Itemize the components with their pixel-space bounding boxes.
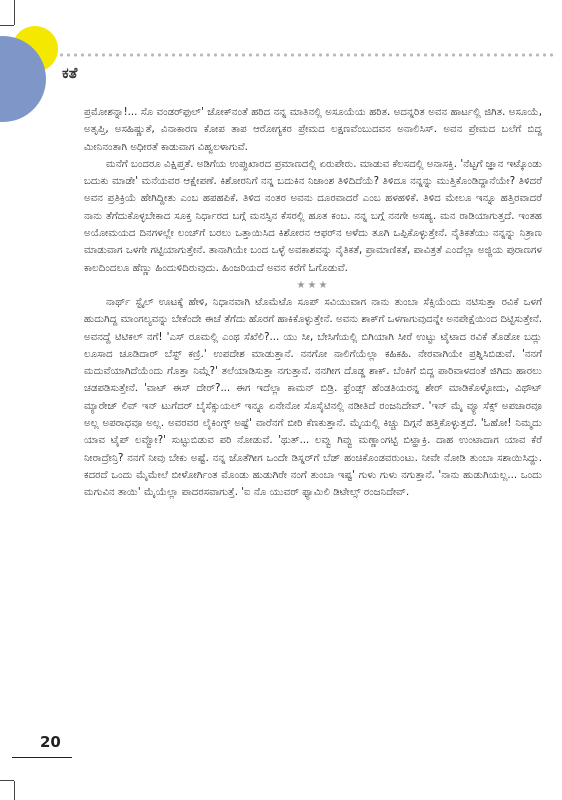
story-text [84, 104, 542, 502]
paragraph: ನಾರ್ಥ್ ಸ್ಟೈಲ್ ಊಟಕ್ಕೆ ಹೇಳಿ, ನಿಧಾನವಾಗಿ ಟೊಮೆಟೊ ಸೂಪ್ ಸವಿಯುವಾಗ ನಾನು ತುಂಬಾ ಸೆಕ್ಸಿಯೆಂದು ನಟಿಸುತ್ತಾ ರವಿಕೆ ಒಳಗೆ ಹುದುಗಿದ್ದ ಮಾಂಗಲ್ಯವನ್ನು ಬೇಕೆಂದೇ ಈಚೆ ತೆಗೆದು ಹೊರಗೆ ಹಾಕಿಕೊಳ್ಳುತ್ತೇನೆ. ಅವನು ಶಾಕ್‌ಗೆ ಒಳಗಾಗುವುದನ್ನೇ ಅನಪೇಕ್ಷೆಯಿಂದ ದಿಟ್ಟಿಸುತ್ತೇನೆ. ಅವನದ್ದೆ ಟಿಟಿಕಲ್ ನಗೆ! 'ಎಸ್ ರೂಮಲ್ಲಿ ಎಂಥ ಸೆಖೆಲಿ?... ಯು ಸೀ, ಬೇಸಿಗೆಯಲ್ಲಿ ಬಿಗಿಯಾಗಿ ಸೀರೆ ಉಟ್ಟು ಟೈಟಾದ ರವಿಕೆ ತೊಡೋ ಬದ್ಲು ಲೂಸಾದ ಚೂಡಿದಾರ್ ಬೆಸ್ಟ್ ಕಣ್ರಿ.' ಉಪದೇಶ ಮಾಡುತ್ತಾನೆ. ನನಗೋ ನಾಲಿಗೆಯೆಲ್ಲಾ ಕಹಿಕಹಿ. ನೇರವಾಗಿಯೇ ಪ್ರಶ್ನಿಸಿಬಿಡುವೆ. 'ನನಗೆ ಮದುವೆಯಾಗಿದೆಯೆಂದು ಗೊತ್ತಾ ನಿಮ್ಗೆ?' ತಲೆಯಾಡಿಸುತ್ತಾ ನಗುತ್ತಾನೆ. ನನಗೀಗ ದೊಡ್ಡ ಶಾಕ್. ಬೆಂಕಿಗೆ ಬಿದ್ದ ಪಾರಿವಾಳದಂತೆ ಜಿಗಿದು ಹಾರಲು ಚಡಪಡಿಸುತ್ತೇನೆ. 'ವಾಟ್ ಈಸ್ ದೇರ್?... ಈಗ ಇದೆಲ್ಲಾ ಕಾಮನ್ ಬಿಡ್ರಿ. ಫ್ರೆಂಡ್ಸ್ ಹೆಂಡತಿಯರನ್ನ ಶೇರ್ ಮಾಡಿಕೊಳ್ಳೋದು, ವಿಥೌಟ್ ಮ್ಯಾರೇಜ್ ಲಿವ್ ಇನ್ ಟುಗೆದರ್ ಬೈಸೆಕ್ಸುಯಲ್ ಇನ್ನೂ ಏನೇನೋ ಸೊಸೈಟಿನಲ್ಲಿ ನಡೀತಿದೆ ರಂಜನಿದೇವ್. 'ಇನ್ ಮೈ ವ್ಯೂ ಸೆಕ್ಸ್ ಅಪಚಾರವೂ ಅಲ್ಲ ಅಪರಾಧವೂ ಅಲ್ಲ. ಅವರವರ ಲೈಕಿಂಗ್ಸ್ ಅಷ್ಟೆ' ವಾರೆನಗೆ ಬೀರಿ ಕೆಣಕುತ್ತಾನೆ. ಮೈಯಲ್ಲಿ ಕಿಚ್ಚು ದಿಗ್ಗನೆ ಹತ್ತಿಕೊಳ್ಳುತ್ತದೆ. 'ಓಹೋ! ನಿಮ್ಮದು ಯಾವ ಟೈಪ್ ಲವ್ವೋ?' ಸುಟ್ಟುಬಿಡುವ ಪರಿ ನೋಡುವೆ. 'ಥುತ್... ಲವ್ವು ಗಿವ್ವು ಮಣ್ಣಾಂಗಟ್ಟಿ ಬಿಟ್ಹಾಕ್ರಿ. ದಾಹ ಉಂಟಾದಾಗ ಯಾವ ಕೆರೆ ನೀರಾದ್ರೇನ್ರಿ? ನನಗೆ ನೀವು ಬೇಕು ಅಷ್ಟೆ. ನನ್ನ ಜೊತೆಗೀಗ ಒಂದೇ ಡಿಸ್ನರ್‌ಗೆ ಬೆಡ್ ಹಂಚಿಕೊಂಡವರುಂಟು. ನೀವೇ ನೋಡಿ ತುಂಬಾ ಸಶಾಯಿಸಿದ್ದು. ಕದರದೆ ಒಂದು ಮೈಮೇಲೆ ಬೀಳೋರ್ಗಿಂತ ಮೊಂಡು ಹುಡುಗಿರೇ ನಂಗೆ ತುಂಬಾ ಇಷ್ಟ' ಗುಳು ಗುಳು ನಗುತ್ತಾನೆ. 'ನಾನು ಹುಡುಗಿಯಲ್ಲ... ಒಂದು ಮಗುವಿನ ತಾಯಿ' ಮೈಯೆಲ್ಲಾ ಪಾದರಸವಾಗುತ್ತೆ. 'ಐ ನೊ ಯುವರ್ ಫ್ಯಾಮಿಲಿ ಡಿಟೇಲ್ಸ್ ರಂಜನಿದೇವ್. [84, 296, 542, 499]
page-number-rule [12, 757, 72, 758]
dotted-header-rule [58, 52, 554, 58]
crop-mark-bottom [0, 780, 14, 781]
paragraph: ಪ್ರಮೋಶನ್ನಾ!... ಸೊ ವಂಡರ್‌ಫುಲ್' ಜೋಕ್‌ನಂತೆ ಹರಿದ ನನ್ನ ಮಾತಿನಲ್ಲಿ ಅಸೂಯೆಯ ಹರಿತ. ಅದನ್ನರಿತ ಅವನ ಹಾರ್ಟಲ್ಲಿ ಜಿಗಿತ. ಅಸೂಯೆ, ಅತೃಪ್ತಿ, ಅಸಹಿಷ್ಣುತೆ, ವಿನಾಕಾರಣ ಕೋಪ ತಾಪ ಆರೋಗ್ಯಕರ ಪ್ರೇಮದ ಲಕ್ಷಣವೆಂಬುದವನ ಅನಾಲಿಸಿಸ್. ಅವನ ಪ್ರೇಮದ ಬಲೆಗೆ ಬಿದ್ದ ಮೀನಿನಂತಾಗಿ ಅಧೀರತೆ ಕಾಡುವಾಗ ವಿಹ್ವಲಳಾಗುವೆ. [84, 107, 542, 153]
section-separator: ★★★ [296, 279, 330, 291]
section-label: ಕತೆ [62, 64, 78, 82]
crop-mark-top-vertical [14, 0, 15, 25]
paragraph: ಮನೆಗೆ ಬಂದರೂ ವಿಕ್ಷಿಪ್ತತೆ. ಅಡಿಗೆಯ ಉಪ್ಪುಖಾರದ ಪ್ರಮಾಣದಲ್ಲಿ ಏರುಪೇರು. ಮಾಡುವ ಕೆಲಸದಲ್ಲಿ ಅನಾಸಕ್ತಿ. 'ನೆಟ್ಟಗೆ ಜ್ಞಾನ ಇಟ್ಕೊಂಡು ಬದುಕು ಮಾಡೇ' ಮನೆಯವರ ಆಕ್ಷೇಪಣೆ. ಕಿಶೋರನಿಗೆ ನನ್ನ ಬದುಕಿನ ನಿಜಾಂಶ ತಿಳಿದಿದೆಯೆ? ತಿಳಿದೂ ನನ್ನನ್ನು ಮುತ್ತಿಕೊಂಡಿದ್ದಾನೆಯೇ? ತಿಳಿದರೆ ಅವನ ಪ್ರತಿಕ್ರಿಯೆ ಹೇಗಿದ್ದೀತು ಎಂಬ ಹಪಹಪಿಕೆ. ತಿಳಿದ ನಂತರ ಅವನು ದೂರವಾದರೆ ಎಂಬ ಹಳಹಳಿಕೆ. ತಿಳಿದ ಮೇಲೂ ಇನ್ನೂ ಹತ್ತಿರವಾದರೆ ನಾನು ತೆಗೆದುಕೊಳ್ಳಬೇಕಾದ ಸೂಕ್ತ ನಿರ್ಧಾರದ ಬಗ್ಗೆ ಮನಸ್ಸಿನ ಕೆಸರಲ್ಲಿ ಹೂತ ಕಂಬ. ನನ್ನ ಬಗ್ಗೆ ನನಗೇ ಅಸಹ್ಯ. ಮನ ರಾಡಿಯಾಗುತ್ತದೆ. ಇಂತಹ ಅಯೋಮಯದ ದಿನಗಳಲ್ಲೇ ಲಂಚ್‌ಗೆ ಬರಲು ಒತ್ತಾಯಿಸಿದ ಕಿಶೋರನ ಆಫರ್‌ನ ಅಳೆದು ತೂಗಿ ಒಪ್ಪಿಕೊಳ್ಳುತ್ತೇನೆ. ನೈತಿಕತೆಯು ನನ್ನನ್ನು ನಿತ್ರಾಣ ಮಾಡುವಾಗ ಒಳಗೇ ಗಟ್ಟಿಯಾಗುತ್ತೇನೆ. ತಾನಾಗಿಯೇ ಬಂದ ಒಳ್ಳೆ ಅವಕಾಶವನ್ನು ನೈತಿಕತೆ, ಪ್ರಾಮಾಣಿಕತೆ, ಪಾವಿತ್ರತೆ ಎಂದೆಲ್ಲಾ ಅಜ್ಜಿಯ ಪುರಾಣಗಳ ಕಾಲದಿಂದಲೂ ಹೆಣ್ಣು ಹಿಂದುಳಿದಿರುವುದು. ಹಿಂಜರಿಯದೆ ಅವನ ಕರೆಗೆ ಓಗೊಡುವೆ. [84, 158, 542, 274]
page-number: 20 [40, 733, 61, 751]
crop-mark-bottom-vertical [14, 781, 15, 800]
crop-mark-top [0, 25, 14, 26]
